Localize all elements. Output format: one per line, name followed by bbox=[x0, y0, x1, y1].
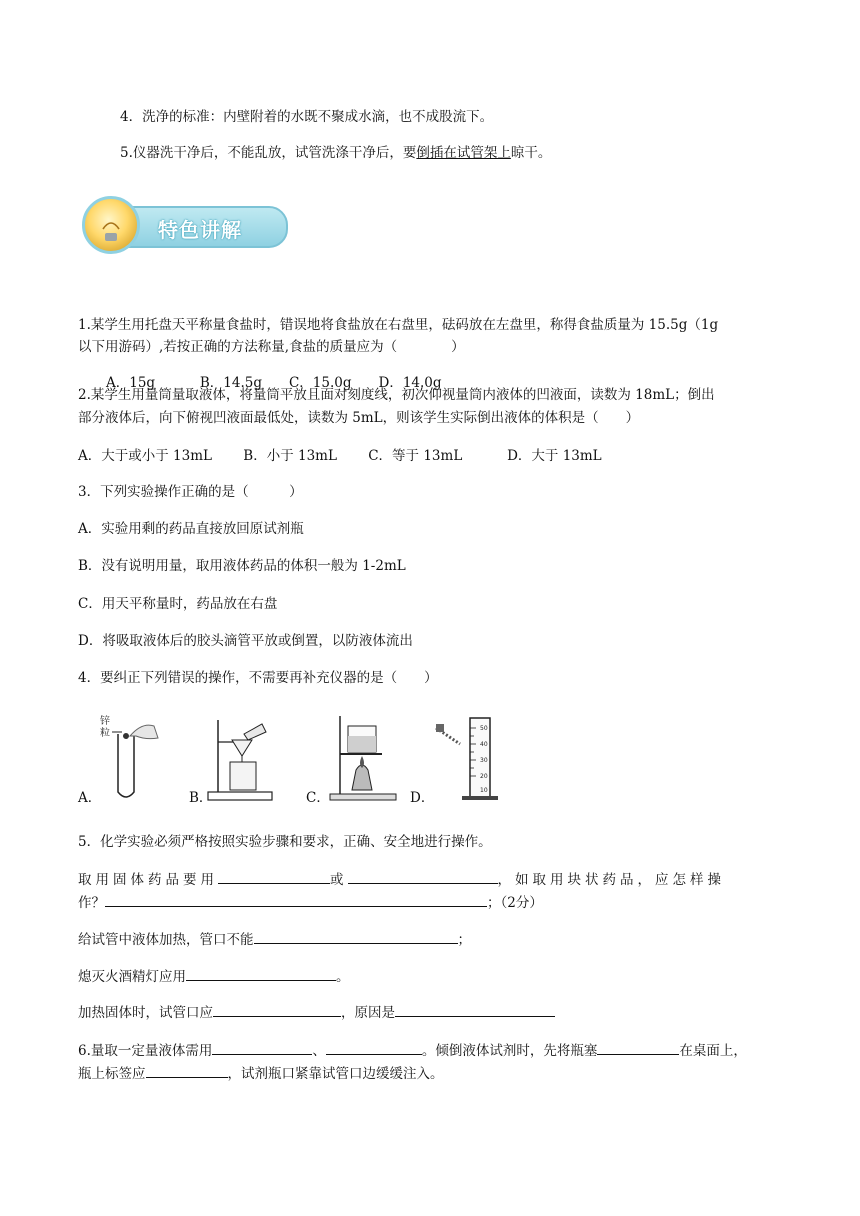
q3-option-c: C．用天平称量时，药品放在右盘 bbox=[78, 596, 278, 612]
q1-line-2: 以下用游码）,若按正确的方法称量,食盐的质量应为（ ） bbox=[78, 339, 465, 355]
intro-line-4: 4．洗净的标准：内壁附着的水既不聚成水滴，也不成股流下。 bbox=[120, 109, 494, 125]
answer-blank[interactable] bbox=[348, 869, 498, 884]
answer-blank[interactable] bbox=[146, 1063, 228, 1078]
q2-line-2: 部分液体后，向下俯视凹液面最低处，读数为 5mL，则该学生实际倒出液体的体积是（ ） bbox=[78, 410, 640, 426]
q6-line-2-b: ，试剂瓶口紧靠试管口边缓缓注入。 bbox=[227, 1066, 444, 1082]
answer-blank[interactable] bbox=[326, 1040, 422, 1055]
answer-blank[interactable] bbox=[212, 1040, 312, 1055]
q5-line-1-a: 取用固体药品要用 bbox=[78, 872, 218, 888]
q3-option-d: D．将吸取液体后的胶头滴管平放或倒置，以防液体流出 bbox=[78, 633, 413, 649]
q5-line-5 bbox=[78, 1002, 555, 1023]
q2-options: A．大于或小于 13mL B．小于 13mL C．等于 13mL D．大于 13mL bbox=[78, 448, 602, 464]
q6-line-1-a: 6.量取一定量液体需用 bbox=[78, 1043, 213, 1059]
intro-line-5-post: 晾干。 bbox=[510, 145, 552, 161]
cylinder-tick-10: 10 bbox=[480, 787, 488, 794]
q5-line-5-b: ，原因是 bbox=[341, 1005, 395, 1021]
figure-filtration-setup bbox=[204, 712, 284, 804]
intro-line-5-underlined: 倒插在试管架上 bbox=[416, 145, 511, 161]
figure-heating-beaker bbox=[326, 712, 406, 804]
answer-blank[interactable] bbox=[597, 1040, 679, 1055]
section-banner bbox=[80, 196, 300, 256]
figure-test-tube-zinc bbox=[96, 712, 166, 804]
q5-line-4-a: 熄灭火酒精灯应用 bbox=[78, 969, 186, 985]
q4-label-b: B． bbox=[189, 790, 213, 806]
q5-line-3 bbox=[78, 929, 471, 950]
answer-blank[interactable] bbox=[105, 892, 487, 907]
q5-line-3-b: ； bbox=[457, 932, 471, 948]
cylinder-tick-20: 20 bbox=[480, 773, 488, 780]
q5-line-1 bbox=[78, 869, 725, 890]
q3-stem: 3．下列实验操作正确的是（ ） bbox=[78, 484, 303, 500]
figure-a-label-zinc-1: 锌 bbox=[100, 716, 110, 727]
intro-line-5-pre: 5.仪器洗干净后，不能乱放，试管洗涤干净后，要 bbox=[120, 145, 417, 161]
answer-blank[interactable] bbox=[186, 966, 336, 981]
q4-label-d: D． bbox=[410, 790, 435, 806]
q1-options: A．15g B．14.5g C．15.0g D．14.0g bbox=[106, 375, 442, 391]
q4-label-c: C． bbox=[306, 790, 330, 806]
q6-line-2-a: 瓶上标签应 bbox=[78, 1066, 146, 1082]
answer-blank[interactable] bbox=[218, 869, 330, 884]
q3-option-a: A．实验用剩的药品直接放回原试剂瓶 bbox=[78, 521, 304, 537]
q5-line-4-b: 。 bbox=[336, 969, 350, 985]
q2-line-1: 2.某学生用量筒量取液体，将量筒平放且面对刻度线，初次仰视量筒内液体的凹液面，读数为 18mL；倒出 bbox=[78, 387, 715, 403]
q5-line-3-a: 给试管中液体加热，管口不能 bbox=[78, 932, 254, 948]
intro-line-5 bbox=[120, 143, 551, 163]
q1-line-1: 1.某学生用托盘天平称量食盐时，错误地将食盐放在右盘里，砝码放在左盘里，称得食盐质量为 15.5g（1g bbox=[78, 317, 719, 333]
q3-option-b: B．没有说明用量，取用液体药品的体积一般为 1-2mL bbox=[78, 558, 406, 574]
q5-line-4 bbox=[78, 966, 350, 987]
q5-stem: 5．化学实验必须严格按照实验步骤和要求，正确、安全地进行操作。 bbox=[78, 834, 492, 850]
banner-title: 特色讲解 bbox=[158, 218, 242, 242]
q6-line-1-d: 在桌面上， bbox=[679, 1043, 747, 1059]
q5-line-2 bbox=[78, 892, 543, 913]
figure-a-label-zinc-2: 粒 bbox=[100, 728, 110, 739]
q6-line-1-b: 、 bbox=[312, 1043, 326, 1059]
q5-line-1-c: ，如取用块状药品，应怎样操 bbox=[497, 872, 725, 888]
q5-line-2-a: 作？ bbox=[78, 895, 105, 911]
cylinder-tick-40: 40 bbox=[480, 741, 488, 748]
answer-blank[interactable] bbox=[213, 1002, 341, 1017]
q5-line-1-b: 或 bbox=[330, 872, 348, 888]
q6-line-2 bbox=[78, 1063, 444, 1084]
q5-line-2-b: ；（2分） bbox=[487, 895, 543, 911]
q5-line-5-a: 加热固体时，试管口应 bbox=[78, 1005, 213, 1021]
q6-line-1-c: 。倾倒液体试剂时，先将瓶塞 bbox=[421, 1043, 598, 1059]
q4-stem: 4．要纠正下列错误的操作，不需要再补充仪器的是（ ） bbox=[78, 670, 438, 686]
answer-blank[interactable] bbox=[395, 1002, 555, 1017]
lightbulb-icon bbox=[82, 196, 140, 254]
q4-label-a: A． bbox=[78, 790, 102, 806]
figure-graduated-cylinder bbox=[430, 712, 510, 804]
q6-line-1 bbox=[78, 1040, 747, 1061]
answer-blank[interactable] bbox=[254, 929, 458, 944]
cylinder-tick-30: 30 bbox=[480, 757, 488, 764]
cylinder-tick-50: 50 bbox=[480, 725, 488, 732]
